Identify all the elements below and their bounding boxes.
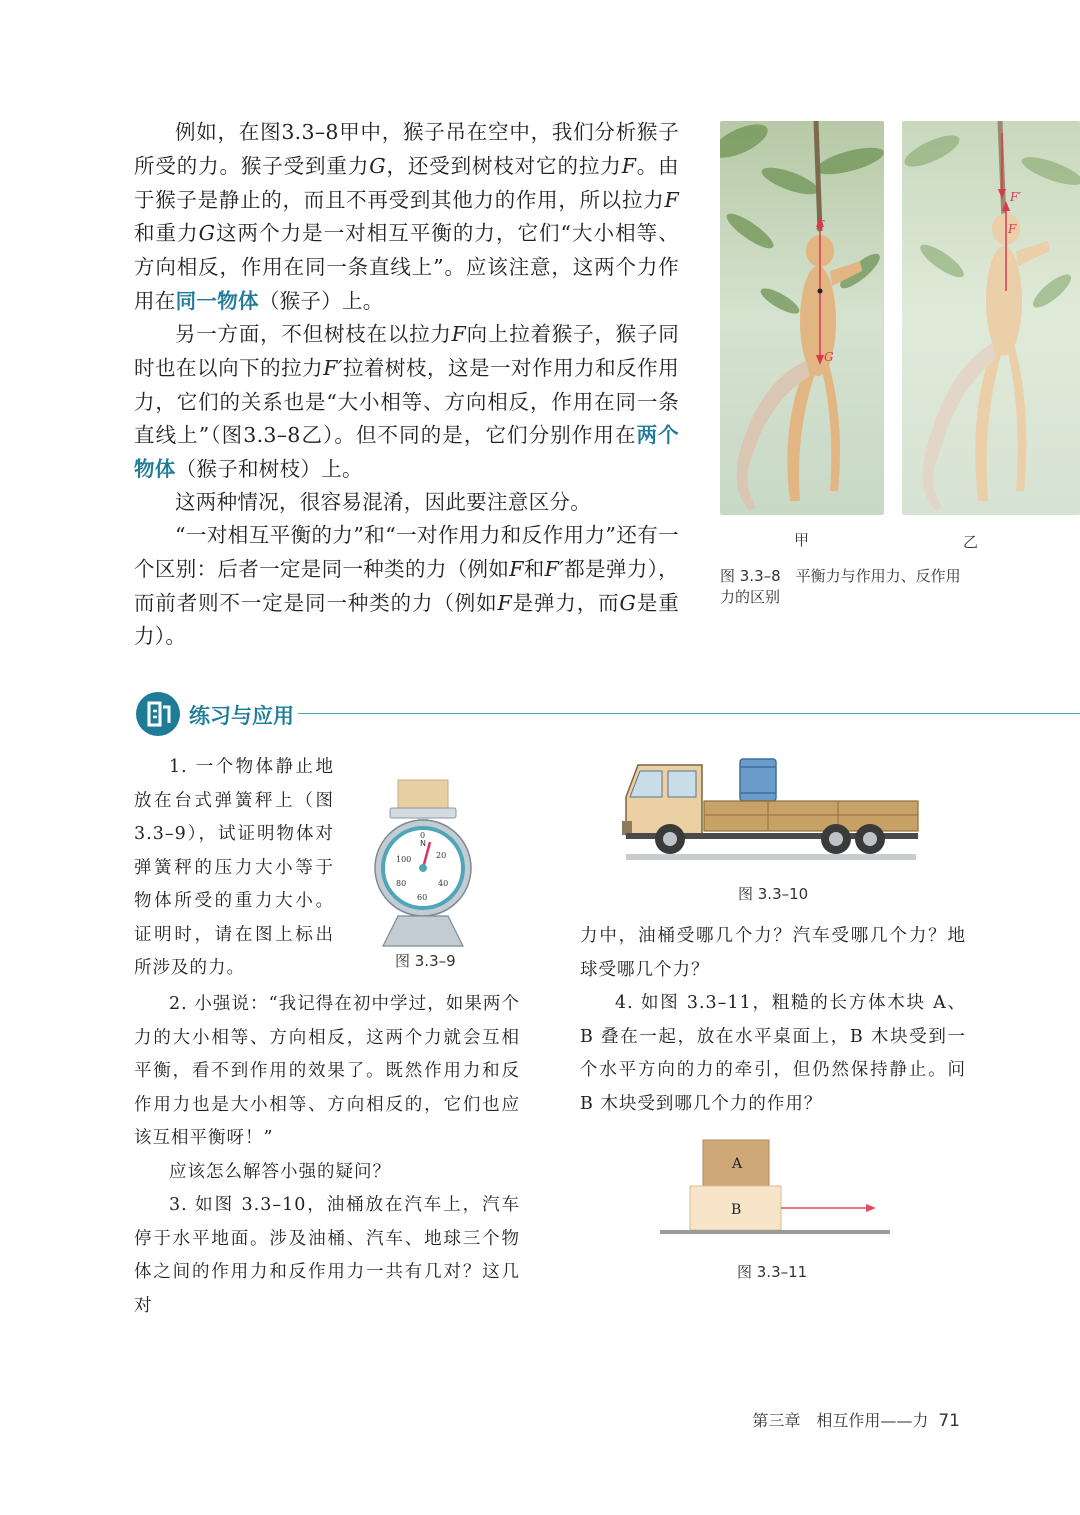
blocks-figure [660, 1138, 890, 1238]
exercise-2-question: 应该怎么解答小强的疑问？ [169, 1162, 391, 1182]
highlight-same-object: 同一物体 [175, 288, 259, 313]
page-number: 71 [938, 1411, 960, 1431]
figure-3310-caption: 图 3.3–10 [738, 885, 809, 903]
monkey-photo-jia [720, 121, 884, 515]
paragraph-2: 另一方面，不但树枝在以拉力F向上拉着猴子，猴子同时也在以向下的拉力F′拉着树枝，这是一对作用力和反作用力，它们的关系也是“大小相等、方向相反，作用在同一条直线上”（图3.3–8乙）。但不同的是，它们分别作用在两个物体（猴子和树枝）上。 [134, 322, 679, 482]
svg-text:0: 0 [420, 831, 426, 840]
truck-figure [618, 757, 924, 861]
figure-338-caption: 图 3.3–8 平衡力与作用力、反作用 力的区别 [720, 567, 961, 606]
spring-scale-figure [368, 778, 478, 948]
paragraph-1: 例如，在图3.3–8甲中，猴子吊在空中，我们分析猴子所受的力。猴子受到重力G，还受到树枝对它的拉力F。由于猴子是静止的，而且不再受到其他力的作用，所以拉力F和重力G这两个力是一对相互平衡的力，它们“大小相等、方向相反，作用在同一条直线上”。应该注意，这两个力作用在同一物体（猴子）上。 [134, 120, 679, 313]
exercise-3-part-1: 3. 如图 3.3–10，油桶放在汽车上，汽车停于水平地面。涉及油桶、汽车、地球三个物体之间的作用力和反作用力一共有几对？这几对 [134, 1195, 520, 1316]
svg-text:100: 100 [396, 855, 412, 864]
figure-3311-caption: 图 3.3–11 [737, 1263, 808, 1281]
svg-text:F: F [1008, 222, 1017, 236]
highlight-two-objects: 两个物体 [134, 423, 679, 482]
section-divider [298, 713, 1080, 714]
section-icon [136, 692, 180, 736]
svg-text:60: 60 [417, 893, 428, 902]
paragraph-3: 这两种情况，很容易混淆，因此要注意区分。 [175, 490, 591, 514]
exercise-4: 4. 如图 3.3–11，粗糙的长方体木块 A、B 叠在一起，放在水平桌面上，B 木块受到一个水平方向的力的牵引，但仍然保持静止。问 B 木块受到哪几个力的作用？ [580, 993, 966, 1114]
page-footer [752, 1408, 960, 1431]
paragraph-4: “一对相互平衡的力”和“一对作用力和反作用力”还有一个区别：后者一定是同一种类的力（例如F和F′都是弹力），而前者则不一定是同一种类的力（例如F是弹力，而G是重力）。 [134, 523, 679, 649]
svg-text:80: 80 [396, 879, 407, 888]
section-title: 练习与应用 [189, 704, 294, 728]
monkey-photo-yi [902, 121, 1080, 515]
label-yi: 乙 [963, 533, 979, 551]
figure-339-caption: 图 3.3–9 [395, 952, 456, 970]
block-a-label: A [732, 1156, 743, 1172]
svg-text:F: F [816, 218, 825, 232]
svg-text:40: 40 [438, 879, 449, 888]
block-b-label: B [731, 1202, 742, 1218]
label-jia: 甲 [794, 531, 810, 549]
exercise-3-part-2: 力中，油桶受哪几个力？汽车受哪几个力？地球受哪几个力？ [580, 926, 966, 980]
chapter-title: 第三章 相互作用——力 [752, 1411, 929, 1430]
svg-text:G: G [824, 350, 834, 364]
exercise-1: 1. 一个物体静止地放在台式弹簧秤上（图3.3–9），试证明物体对弹簧秤的压力大小等于物体所受的重力大小。证明时，请在图上标出所涉及的力。 [134, 757, 334, 978]
svg-text:N: N [420, 839, 426, 848]
svg-text:20: 20 [436, 851, 447, 860]
exercise-2: 2. 小强说：“我记得在初中学过，如果两个力的大小相等、方向相反，这两个力就会互相平衡，看不到作用的效果了。既然作用力和反作用力也是大小相等、方向相反的，它们也应该互相平衡呀！” [134, 994, 520, 1148]
svg-text:F′: F′ [1010, 190, 1022, 204]
